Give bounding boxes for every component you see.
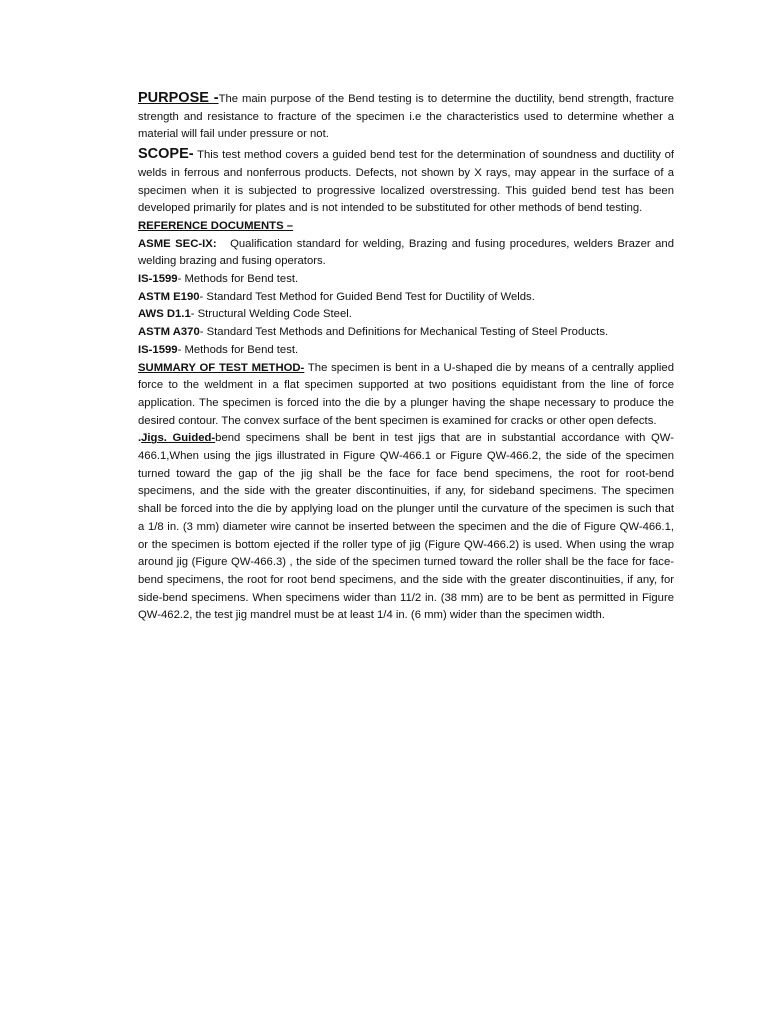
reference-code: IS-1599 bbox=[138, 343, 178, 356]
reference-item bbox=[138, 289, 674, 307]
reference-code: ASTM A370 bbox=[138, 326, 200, 339]
reference-code: ASTM E190 bbox=[138, 290, 200, 303]
reference-text: - Structural Welding Code Steel. bbox=[190, 308, 352, 321]
summary-text: The specimen is bent in a U-shaped die by means of a centrally applied force to the weldment in a flat specimen supported at two positions equidistant from the line of force application. The specimen is forced into the die by a plunger having the shape necessary to produce the desired contour. The convex surface of the bent specimen is examined for cracks or other open defects. bbox=[138, 361, 675, 427]
purpose-paragraph bbox=[138, 90, 674, 144]
reference-item bbox=[138, 271, 674, 289]
reference-text: - Methods for Bend test. bbox=[177, 343, 299, 356]
reference-item bbox=[138, 324, 674, 342]
reference-item bbox=[138, 236, 678, 271]
jigs-paragraph bbox=[138, 430, 674, 625]
purpose-text: The main purpose of the Bend testing is to determine the ductility, bend strength, fracture strength and resistance to fracture of the specimen i.e the characteristics used to determine whether a material will fail under pressure or not. bbox=[138, 93, 675, 141]
reference-text: - Standard Test Method for Guided Bend Test for Ductility of Welds. bbox=[199, 290, 535, 303]
scope-text: This test method covers a guided bend test for the determination of soundness and ductility of welds in ferrous and nonferrous products. Defects, not shown by X rays, may appear in the surface of a specimen when it is subjected to progressive localized overstressing. This guided bend test has been developed primarily for plates and is not intended to be substituted for other methods of bend testing. bbox=[138, 149, 674, 215]
scope-heading: SCOPE- bbox=[138, 146, 194, 163]
purpose-heading: PURPOSE - bbox=[138, 90, 219, 106]
reference-documents-heading: REFERENCE DOCUMENTS – bbox=[138, 219, 294, 232]
reference-item bbox=[138, 306, 674, 324]
reference-code: IS-1599 bbox=[138, 273, 178, 286]
scope-paragraph bbox=[138, 146, 674, 218]
summary-heading: SUMMARY OF TEST METHOD- bbox=[138, 361, 305, 374]
reference-text: Qualification standard for welding, Brazing and fusing procedures, welders Brazer and welding brazing and fusing operators. bbox=[138, 237, 678, 268]
document-page bbox=[138, 90, 678, 625]
reference-code: AWS D1.1 bbox=[138, 308, 191, 321]
jigs-text: bend specimens shall be bent in test jigs that are in substantial accordance with QW-466.1,When using the jigs illustrated in Figure QW-466.1 or Figure QW-466.2, the side of the specimen turned toward the gap of the jig shall be the face for face bend specimens, the root for root-bend specimens, and the side with the greater discontinuities, if any, for sideband specimens. The specimen shall be forced into the die by applying load on the plunger until the curvature of the specimen is such that a 1/8 in. (3 mm) diameter wire cannot be inserted between the specimen and the die of Figure QW-466.1, or the specimen is bottom ejected if the roller type of jig (Figure QW-466.2) is used. When using the wrap around jig (Figure QW-466.3) , the side of the specimen turned toward the roller shall be the face for face-bend specimens, the root for root bend specimens, and the side with the greater discontinuities, if any, for side-bend specimens. When specimens wider than 11/2 in. (38 mm) are to be bent as permitted in Figure QW-462.2, the test jig mandrel must be at least 1/4 in. (6 mm) wider than the specimen width. bbox=[138, 432, 674, 622]
summary-paragraph bbox=[138, 360, 674, 431]
jigs-prefix: . bbox=[138, 432, 142, 445]
reference-text: - Standard Test Methods and Definitions for Mechanical Testing of Steel Products. bbox=[199, 326, 609, 339]
reference-text: - Methods for Bend test. bbox=[177, 273, 299, 286]
reference-item bbox=[138, 342, 674, 360]
jigs-heading: Jigs. Guided- bbox=[141, 432, 216, 445]
reference-code: ASME SEC-IX: bbox=[138, 237, 217, 250]
